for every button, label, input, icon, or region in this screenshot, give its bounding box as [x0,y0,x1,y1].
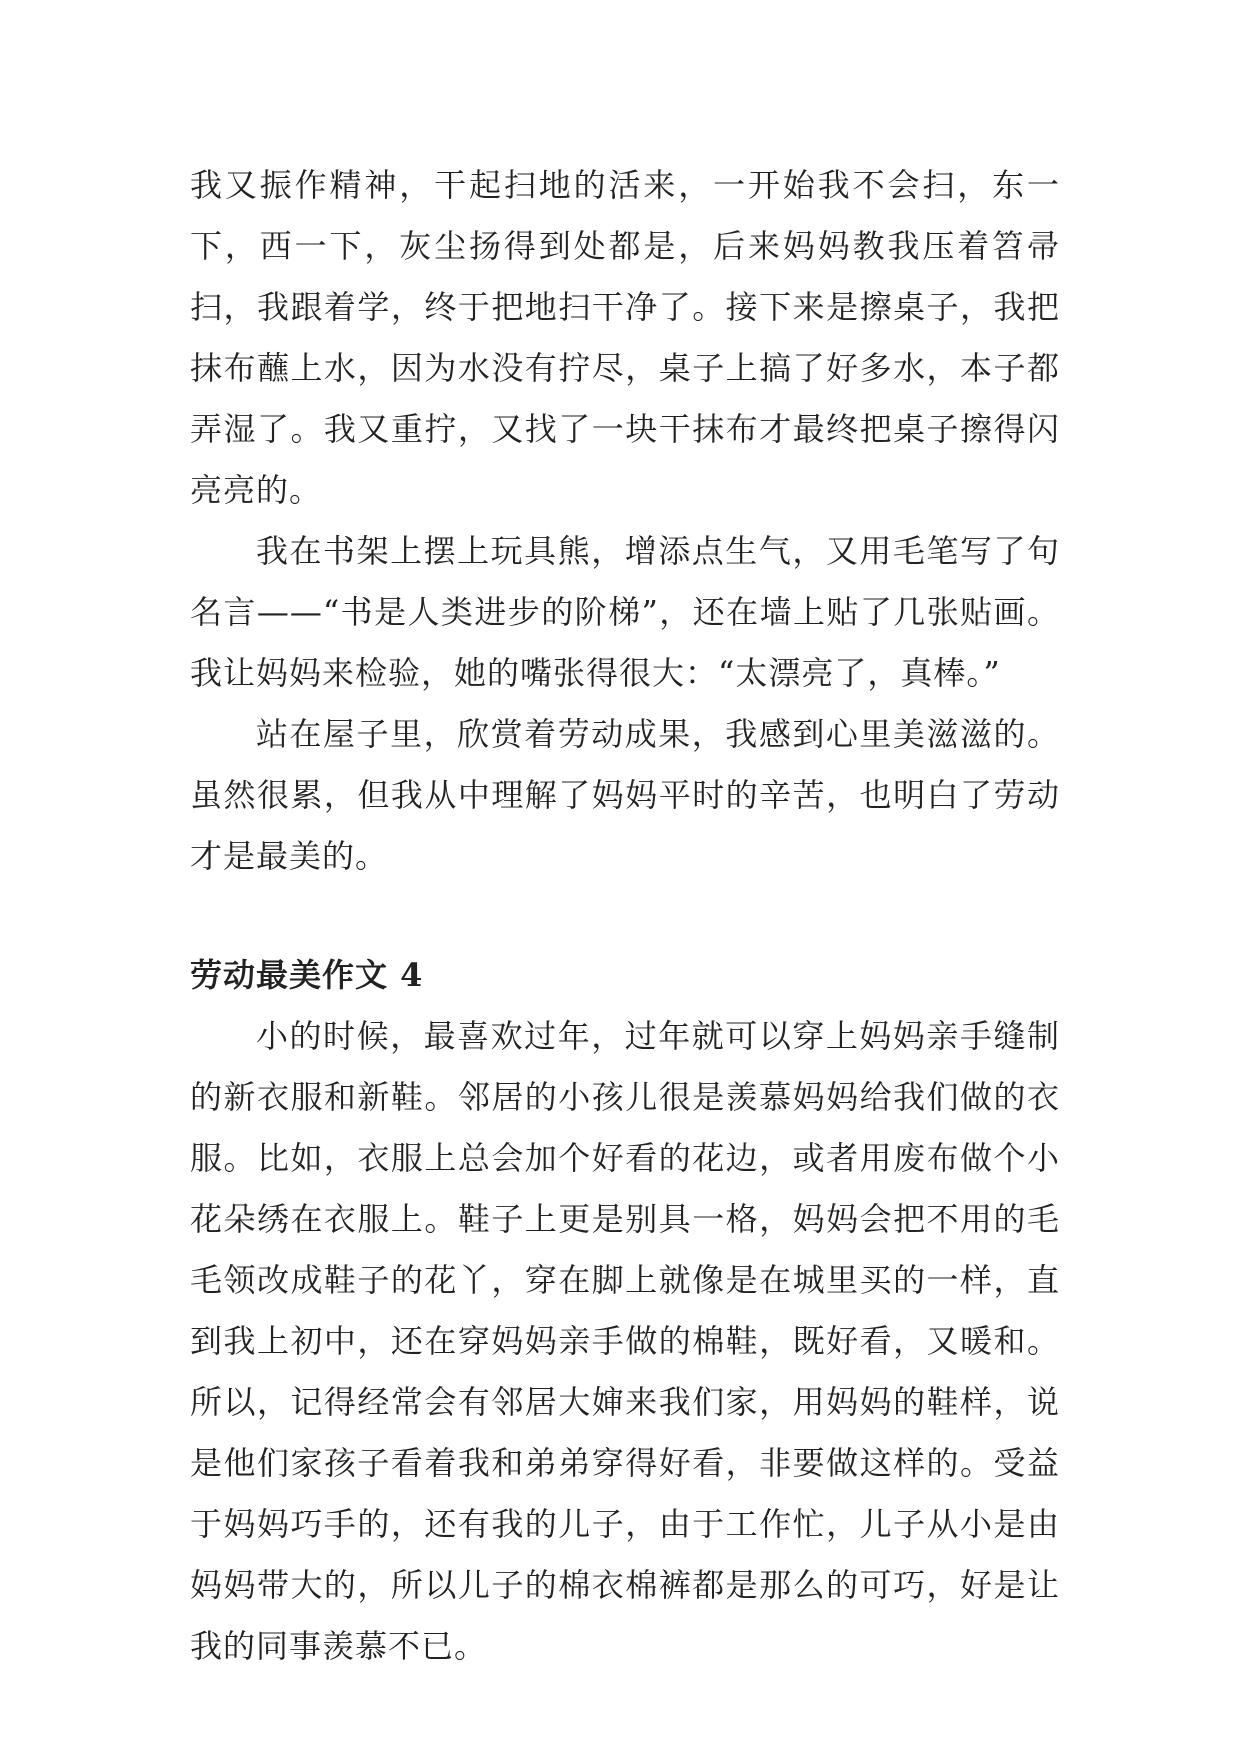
section-gap [190,887,1060,945]
paragraph-bookshelf: 我在书架上摆上玩具熊，增添点生气，又用毛笔写了句名言——“书是人类进步的阶梯”，还在墙上贴了几张贴画。我让妈妈来检验，她的嘴张得很大：“太漂亮了，真棒。” [190,532,1060,692]
section-title: 劳动最美作文 4 [190,956,424,994]
paragraph-sweeping: 我又振作精神，干起扫地的活来，一开始我不会扫，东一下，西一下，灰尘扬得到处都是，后来妈妈教我压着笤帚扫，我跟着学，终于把地扫干净了。接下来是擦桌子，我把抹布蘸上水，因为水没有拧尽，桌子上搞了好多水，本子都弄湿了。我又重拧，又找了一块干抹布才最终把桌子擦得闪亮亮的。 [190,166,1060,509]
paragraph-conclusion: 站在屋子里，欣赏着劳动成果，我感到心里美滋滋的。虽然很累，但我从中理解了妈妈平时的辛苦，也明白了劳动才是最美的。 [190,715,1060,875]
paragraph-childhood: 小的时候，最喜欢过年，过年就可以穿上妈妈亲手缝制的新衣服和新鞋。邻居的小孩儿很是羡慕妈妈给我们做的衣服。比如，衣服上总会加个好看的花边，或者用废布做个小花朵绣在衣服上。鞋子上更是别具一格，妈妈会把不用的毛毛领改成鞋子的花丫，穿在脚上就像是在城里买的一样，直到我上初中，还在穿妈妈亲手做的棉鞋，既好看，又暖和。所以，记得经常会有邻居大婶来我们家，用妈妈的鞋样，说是他们家孩子看着我和弟弟穿得好看，非要做这样的。受益于妈妈巧手的，还有我的儿子，由于工作忙，儿子从小是由妈妈带大的，所以儿子的棉衣棉裤都是那么的可巧，好是让我的同事羡慕不已。 [190,1017,1060,1665]
document-body [190,155,1060,1677]
